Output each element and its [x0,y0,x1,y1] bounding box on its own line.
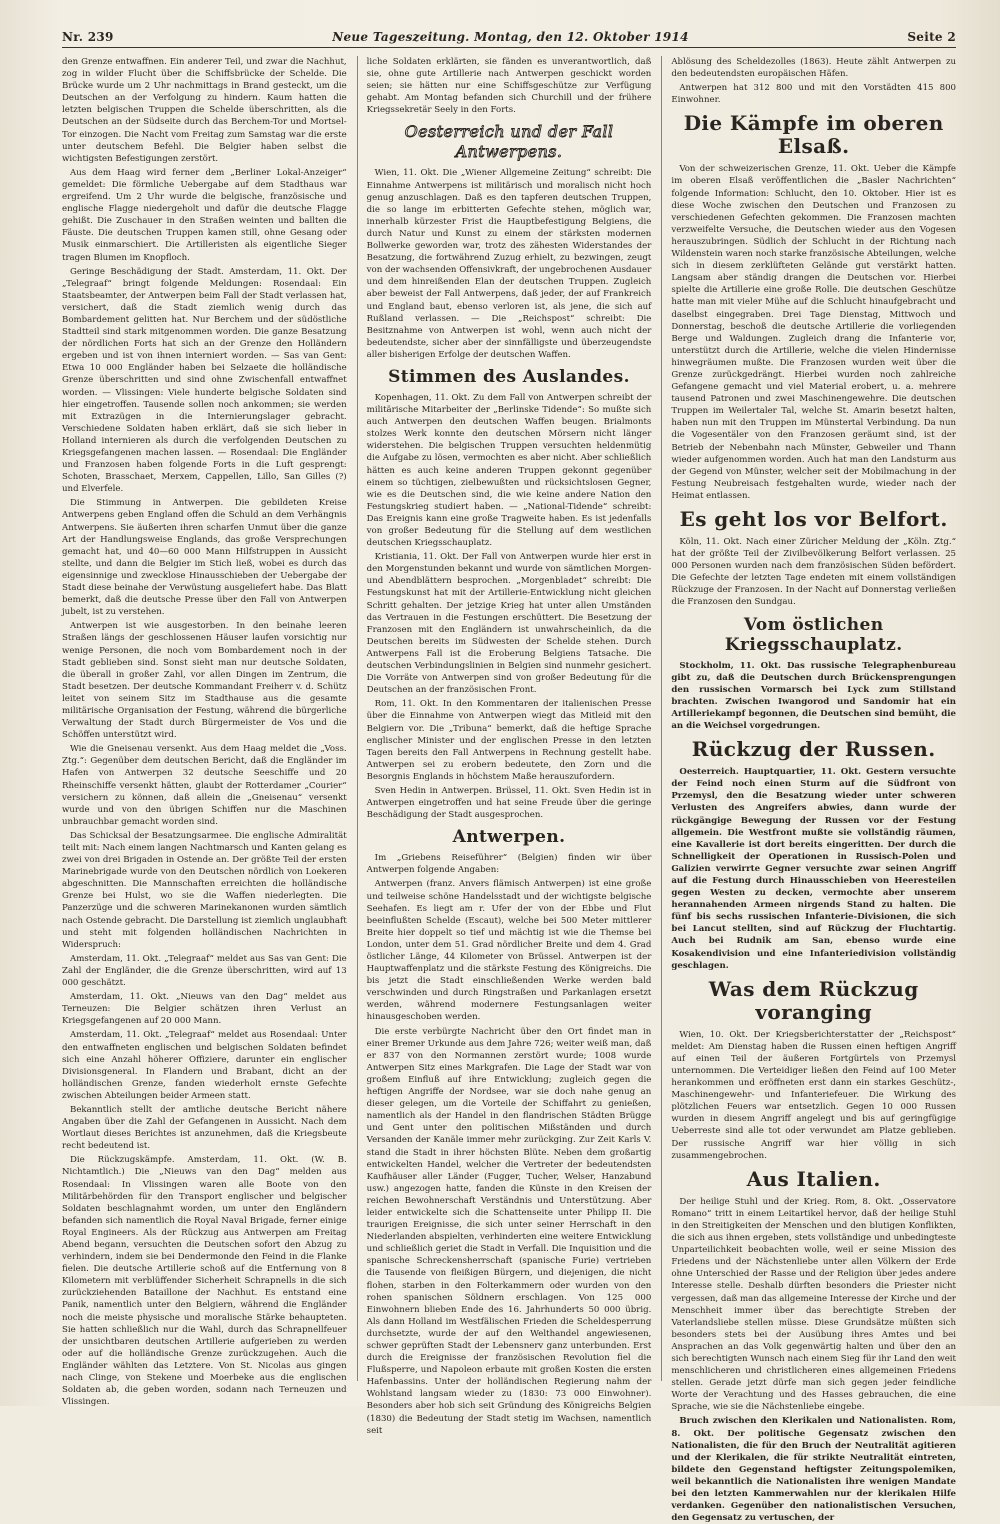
paragraph: Die Rückzugskämpfe. Amsterdam, 11. Okt. (W. B. Nichtamtlich.) Die „Nieuws van den Dag“ melden aus Rosendaal: In Vlissingen waren alle Boote von den Militärbehörden für den Transport englischer und belgischer Soldaten beschlagnahmt worden, um unter den Engländern befanden sich namentlich die Royal Naval Brigade, ferner einige Royal Engineers. Als der Rückzug aus Antwerpen am Freitag Abend begann, versuchten die Deutschen sofort den Abzug zu verhindern, indem sie bei Dendermonde den Feind in die Flanke fielen. Die deutsche Artillerie schoß auf die Entfernung von 8 Kilometern mit verblüffender Sicherheit Schrapnells in die sich zurückziehenden Bataillone der Nachhut. Es entstand eine Panik, namentlich unter den Belgiern, während die Engländer noch die meiste physische und moralische Stärke behaupteten. Sie hatten schließlich nur die Wahl, durch das Schrapnellfeuer der unsichtbaren deutschen Artillerie aufgerieben zu werden oder auf die holländische Grenze zurückzugehen. Auch die Engländer wählten das Letztere. Von St. Nicolas aus gingen nach Clinge, von Stekene und Moerbeke aus die englischen Soldaten ab, die geben worden, sodann nach Terneuzen und Vlissingen. [62,1155,347,1408]
paragraph: Kopenhagen, 11. Okt. Zu dem Fall von Antwerpen schreibt der militärische Mitarbeiter der „Berlinske Tidende“: So mußte sich auch Antwerpen den deutschen Waffen beugen. Brialmonts stolzes Werk konnte den deutschen Mörsern nicht länger widerstehen. Die belgischen Truppen versuchten heldenmütig die Aufgabe zu lösen, vermochten es aber nicht. Aber schließlich hätten es auch keine anderen Truppen gekonnt gegenüber einem so tüchtigen, zielbewußten und rücksichtslosen Gegner, wie es die Deutschen sind, die wie keine andere Nation den Festungskrieg studiert haben. — „National-Tidende“ schreibt: Das Ereignis kann eine große Tragweite haben. Es ist jedenfalls von großer Bedeutung für die Stellung auf dem westlichen deutschen Kriegsschauplatz. [366,392,652,549]
paragraph: liche Soldaten erklärten, sie fänden es unverantwortlich, daß sie, ohne gute Artillerie nach Antwerpen geschickt worden seien; sie hätten nur eine Schiffsgeschütze zur Verfügung gehabt. Am Montag befanden sich Churchill und der frühere Kriegssekretär Seely in den Forts. [366,57,652,116]
section-heading: Die Kämpfe im oberen Elsaß. [683,111,944,159]
paragraph: Wie die Gneisenau versenkt. Aus dem Haag meldet die „Voss. Ztg.“: Gegenüber dem deutschen Bericht, daß die Engländer im Hafen von Antwerpen 32 deutsche Seeschiffe und 20 Rheinschiffe versenkt hätten, glaubt der Rotterdamer „Courier“ versichern zu können, daß allein die „Gneisenau“ versenkt wurde und von den übrigen Schiffen nur die Maschinen unbrauchbar gemacht worden sind. [62,744,347,827]
paragraph: Sven Hedin in Antwerpen. Brüssel, 11. Okt. Sven Hedin ist in Antwerpen eingetroffen und hat seine Freude über die geringe Beschädigung der Stadt ausgesprochen. [366,785,652,821]
section-heading: Es geht los vor Belfort. [679,507,948,531]
section-heading: Was dem Rückzug voranging [708,976,919,1024]
paragraph: Die erste verbürgte Nachricht über den Ort findet man in einer Bremer Urkunde aus dem Jahre 726; weiter weiß man, daß er 837 von den Normannen zerstört wurde; 1008 wurde Antwerpen Sitz eines Markgrafen. Die Lage der Stadt war von großem Einfluß auf ihre Entwicklung; zugleich gegen die heftigen Angriffe der Nordsee, war sie doch nahe genug an dieser gelegen, um die Vorteile der Schiffahrt zu genießen, namentlich als der Handel in den flandrischen Städten Brügge und Gent unter den politischen Mißständen und durch Versanden der Kanäle immer mehr zurückging. Zur Zeit Karls V. stand die Stadt in ihrer höchsten Blüte. Neben dem großartig entwickelten Handel, welcher die Vertreter der bedeutendsten Kaufhäuser aller Länder (Fugger, Tucher, Welser, Hanzabund usw.) angezogen hatte, fanden die Künste in den Kreisen der reichen Bewohnerschaft Verständnis und Unterstützung. Aber leider entwickelte sich die Schattenseite unter Philipp II. Die traurigen Ereignisse, die sich unter seiner Herrschaft in den Niederlanden abspielten, verhinderten eine weitere Entwicklung und schließlich geriet die Stadt in Verfall. Die Inquisition und die spanische Schreckensherrschaft (spanische Furie) vertrieben die Tausende von fleißigen Bürgern, und diejenigen, die nicht flohen, starben in den Folterkammern oder wurden von den rohen spanischen Söldnern erschlagen. Von 125 000 Einwohnern blieben Ende des 16. Jahrhunderts 50 000 übrig. Als dann Holland im Westfälischen Frieden die Scheldesperrung durchsetzte, wurde der auf den Welthandel angewiesenen, schwer geprüften Stadt der Lebensnerv ganz unterbunden. Erst durch die Ereignisse der französischen Revolution fiel die Flußsperre, und Napoleon erbaute mit großen Kosten die ersten Hafenbassins. Unter der holländischen Regierung nahm der Wohlstand langsam wieder zu (1830: 73 000 Einwohner). Besonders aber hob sich seit Gründung des Königreichs Belgien (1830) die Bedeutung der Stadt stetig im Wachsen, namentlich seit [366,1026,652,1436]
paragraph: Amsterdam, 11. Okt. „Telegraaf“ meldet aus Sas van Gent: Die Zahl der Engländer, die die Grenze überschritten, wird auf 13 000 geschätzt. [62,953,347,989]
paragraph: Wien, 10. Okt. Der Kriegsberichterstatter der „Reichspost“ meldet: Am Dienstag haben die Russen einen heftigen Angriff auf einen Teil der äußeren Fortgürtels von Przemysl unternommen. Die Verteidiger ließen den Feind auf 100 Meter herankommen und eröffneten erst dann ein starkes Geschütz-, Maschinengewehr- und Infanteriefeuer. Die Wirkung des plötzlichen Feuers war entsetzlich. Gegen 10 000 Russen wurden in diesem Angriff angelegt und bis auf geringfügige Ueberreste sind alle tot oder verwundet am Platze geblieben. Der russische Angriff war hier völlig in sich zusammengebrochen. [671,1029,957,1161]
paragraph: Bruch zwischen den Klerikalen und Nationalisten. Rom, 8. Okt. Der politische Gegensatz zwischen den Nationalisten, die für den Bruch der Neutralität agitieren und der Klerikalen, die für strikte Neutralität eintreten, bildete den Gegenstand heftigster Zeitungspolemiken, weil bekanntlich die Nationalisten ihre wenigen Mandate bei den letzten Kammerwahlen nur der klerikalen Hilfe verdanken. Gegenüber den nationalistischen Versuchen, den Gegensatz zu vertuschen, der [671,1416,957,1524]
paragraph: Stockholm, 11. Okt. Das russische Telegraphenbureau gibt zu, daß die Deutschen durch Brückensprengungen den russischen Vormarsch bei Lyck zum Stillstand brachten. Zwischen Iwangorod und Sandomir hat ein Artilleriekampf begonnen, die Deutschen sind bemüht, die an die Weichsel vorgedrungen. [671,660,957,732]
paragraph: Die Stimmung in Antwerpen. Die gebildeten Kreise Antwerpens geben England offen die Schuld an dem Verhängnis Antwerpens. Sie äußerten ihren scharfen Unmut über die ganze Art der Handlungsweise Englands, das große Versprechungen gemacht hat, und 40—60 000 Mann Hilfstruppen in Aussicht stellte, und dann die Belgier im Stich ließ, wobei es durch das eigensinnige und zwecklose Hinausschieben der Uebergabe der Stadt diese beinahe der Verwüstung ausgeliefert habe. Das Blatt bemerkt, daß die deutsche Presse über den Fall von Antwerpen jubelt, ist zu verstehen. [62,498,347,618]
paragraph: Im „Griebens Reiseführer“ (Belgien) finden wir über Antwerpen folgende Angaben: [366,853,652,876]
paragraph: Aus dem Haag wird ferner dem „Berliner Lokal-Anzeiger“ gemeldet: Die förmliche Uebergabe auf dem Stadthaus war ergreifend. Um 2 Uhr wurde die belgische, französische und englische Flagge niedergeholt und dafür die deutsche Flagge gehißt. Die Zuschauer in den Straßen weinten und ballten die Fäuste. Die deutschen Truppen kamen still, ohne Gesang oder Musik einmarschiert. Die Artilleristen als eigentliche Sieger tragen Blumen im Knopfloch. [62,167,347,263]
paragraph: Der heilige Stuhl und der Krieg. Rom, 8. Okt. „Osservatore Romano“ tritt in einem Leitartikel hervor, daß der heilige Stuhl in den Streitigkeiten der Menschen und den blutigen Konflikten, die sich aus ihnen ergeben, stets vollständige und unbedingteste Unparteilichkeit beobachten wolle, weil er seine Mission des Friedens und der Nächstenliebe unter allen Völkern der Erde ohne Unterschied der Rasse und der Religion über jedes andere Interesse stelle. Deshalb dürften besonders die Priester nicht vergessen, daß man das allgemeine Interesse der Kirche und der Menschheit immer über das berechtigte Streben der Vaterlandsliebe stellen müsse. Diese Grundsätze müßten sich besonders stets bei der Ausübung ihres Amtes und bei Ansprachen an das Volk gegenwärtig halten und über den an sich berechtigten Wunsch nach einem Sieg für ihr Land den weit menschlicheren und christlicheren eines allgemeinen Friedens stellen. Gerade jetzt dürfe man sich gegen jeder feindliche Worte der Verachtung und des Hasses gebrauchen, die eine Sprache, wie sie die Nächstenliebe eingebe. [671,1196,957,1413]
paragraph: Wien, 11. Okt. Die „Wiener Allgemeine Zeitung“ schreibt: Die Einnahme Antwerpens ist militärisch und moralisch nicht hoch genug anzuschlagen. Daß es den tapferen deutschen Truppen, die so lange im erbitterten Gefechte stehen, möglich war, innerhalb kürzester Frist die Hauptbefestigung Belgiens, die durch Natur und Kunst zu einem der stärksten modernen Bollwerke geworden war, trotz des zähesten Widerstandes der Besatzung, die fortwährend Zuzug erhielt, zu bezwingen, zeugt von der wachsenden Offensivkraft, der ungebrochenen Ausdauer und dem hinreißenden Elan der deutschen Truppen. Zugleich aber beweist der Fall Antwerpens, daß jeder, der auf Frankreich und England baut, ebenso verloren ist, als jene, die sich auf Rußland verlassen. — Die „Reichspost“ schreibt: Die Besitznahme von Antwerpen ist wohl, wenn auch nicht der bedeutendste, sicher aber der sinnfälligste und überzeugendste aller bisherigen Erfolge der deutschen Waffen. [366,168,652,360]
paragraph: Rom, 11. Okt. In den Kommentaren der italienischen Presse über die Einnahme von Antwerpen wiegt das Mitleid mit den Belgiern vor. Die „Tribuna“ bemerkt, daß die heftige Sprache englischer Minister und der englischen Presse in den letzten Tagen bereits den Fall Antwerpens in Rechnung gestellt habe. Antwerpen sei zu erobern bedeutete, den Zorn und die Besorgnis Englands in höchstem Maße herauszufordern. [366,699,652,782]
issue-number: Nr. 239 [62,30,114,44]
paragraph: Amsterdam, 11. Okt. „Nieuws van den Dag“ meldet aus Terneuzen: Die Belgier schätzen ihren Verlust an Kriegsgefangenen auf 20 000 Mann. [62,992,347,1027]
section-heading: Vom östlichen Kriegsschauplatz. [724,614,903,655]
paragraph: Geringe Beschädigung der Stadt. Amsterdam, 11. Okt. Der „Telegraaf“ bringt folgende Meldungen: Rosendaal: Ein Staatsbeamter, der Antwerpen beim Fall der Stadt verlassen hat, versichert, daß die Stadt ziemlich wenig durch das Bombardement gelitten hat. Nur Berchem und der südöstliche Stadtteil sind stark mitgenommen worden. Die ganze Besatzung der nördlichen Forts hat sich an der Grenze den Holländern ergeben und ist von ihnen interniert worden. — Sas van Gent: Etwa 10 000 Engländer haben bei Selzaete die holländische Grenze überschritten und sind ohne Zwischenfall entwaffnet worden. — Vlissingen: Viele hunderte belgische Soldaten sind hier eingetroffen. Tausende sollen noch ankommen; sie werden mit Extrazügen in die Internierungslager gebracht. Verschiedene Soldaten haben erklärt, daß sie sich lieber in Holland internieren als durch die verfolgenden Deutschen zu Kriegsgefangenen machen lassen. — Rosendaal: Die Engländer und Franzosen haben folgende Forts in die Luft gesprengt: Schoten, Brasschaet, Merxem, Cappellen, Lillo, San Gilles (?) und Elverfele. [62,266,347,495]
paragraph: Amsterdam, 11. Okt. „Telegraaf“ meldet aus Rosendaal: Unter den entwaffneten englischen und belgischen Soldaten befindet sich eine Anzahl höherer Offiziere, darunter ein englischer Divisionsgeneral. In Flandern und Brabant, dicht an der holländischen Grenze, fanden wiederholt ernste Gefechte zwischen Abteilungen beider Armeen statt. [62,1030,347,1101]
paragraph: Von der schweizerischen Grenze, 11. Okt. Ueber die Kämpfe im oberen Elsaß veröffentlichen die „Basler Nachrichten“ folgende Information: Schlucht, den 10. Oktober. Hier ist es diese Woche zwischen den Deutschen und Franzosen zu verschiedenen Gefechten gekommen. Die Franzosen machten verzweifelte Versuche, die Deutschen wieder aus den Vogesen herauszubringen. Südlich der Schlucht in der Richtung nach Wildenstein waren noch starke französische Abteilungen, welche sich in diesem zerklüfteten Gelände gut verstärkt hatten. Langsam aber ständig drangen die Deutschen vor. Hierbei spielte die Artillerie eine große Rolle. Die deutschen Geschütze hatte man mit vieler Mühe auf die Schlucht hinaufgebracht und daselbst eingegraben. Drei Tage Dienstag, Mittwoch und Donnerstag, beschoß die deutsche Artillerie die vorliegenden Berge und Waldungen. Zugleich drang die Infanterie vor, unterstützt durch die Artillerie, welche die vielen Hindernisse hinwegräumen mußte. Die Franzosen wurden weit über die Grenze zurückgedrängt. Hierbei wurden noch zahlreiche Gefangene gemacht und viel Material erobert, u. a. mehrere tausend Patronen und zwei Maschinengewehre. Die deutschen Truppen im Weilertaler Tal, welche St. Amarin besetzt halten, haben nun mit den Truppen im Münstertal Verbindung. Da nun die Vogesentäler von den Franzosen geräumt sind, ist der Betrieb der Nebenbahn nach Münster, Gebweiler und Thann wieder aufgenommen worden. Auch hat man den Landsturm aus der Gegend von Münster, welcher seit der Mobilmachung in der Festung Neubreisach festgehalten wurde, wieder nach der Heimat entlassen. [671,164,957,501]
text-columns [62,56,957,1524]
column-2 [357,56,652,1436]
paragraph: Das Schicksal der Besatzungsarmee. Die englische Admiralität teilt mit: Nach einem langen Nachtmarsch und Kanten gelang es zwei von drei Brigaden in Ostende an. Der größte Teil der ersten Marinebrigade wurde von den Deutschen nördlich von Loekeren abgeschnitten. Die Mannschaften erreichten die holländische Grenze bei Hulst, wo sie die Waffen niederlegten. Die Panzerzüge und die schweren Marinekanonen wurden sämtlich nach Ostende gebracht. Die Darstellung ist ziemlich unglaubhaft und steht mit folgenden holländischen Nachrichten in Widerspruch: [62,830,347,950]
masthead [62,30,956,48]
paragraph: Köln, 11. Okt. Nach einer Züricher Meldung der „Köln. Ztg.“ hat der größte Teil der Zivilbevölkerung Belfort verlassen. 25 000 Personen wurden nach dem französischen Süden befördert. Die Gefechte der letzten Tage endeten mit einem vollständigen Rückzuge der Franzosen. In der Nacht auf Donnerstag verließen die Franzosen den Sundgau. [671,537,957,608]
section-heading: Stimmen des Auslandes. [388,366,630,387]
paragraph: den Grenze entwaffnen. Ein anderer Teil, und zwar die Nachhut, zog in wilder Flucht über die Schiffsbrücke der Schelde. Die Brücke wurde um 2 Uhr nachmittags in Brand gesteckt, um die Deutschen an der Verfolgung zu hindern. Kaum hatten die letzten belgischen Truppen die Schelde überschritten, als die Deutschen an der Südseite durch das Berchem-Tor und Mortsel-Tor einzogen. Die Nacht vom Freitag zum Samstag war die erste unter deutschem Befehl. Die Belgier haben selbst die wichtigsten Befestigungen zerstört. [62,57,347,164]
section-heading: Aus Italien. [746,1166,881,1191]
paragraph: Antwerpen hat 312 800 und mit den Vorstädten 415 800 Einwohner. [671,83,957,106]
section-heading: Antwerpen. [452,827,566,848]
section-heading: Oesterreich und der Fall Antwerpens. [404,122,614,162]
paragraph: Oesterreich. Hauptquartier, 11. Okt. Gestern versuchte der Feind noch einen Sturm auf die Südfront von Przemysl, den die Besatzung wieder unter schweren Verlusten des Angreifers abwies, dann wurde der rückgängige Bewegung der Russen vor der Festung allgemein. Die Westfront mußte sie vollständig räumen, eine Kavallerie ist dort bereits eingeritten. Der durch die Schnelligkeit der Operationen in Russisch-Polen und Galizien verwirrte Gegner versuchte zwar seinen Angriff auf die Festung durch Hinausschieben von Heeresteilen gegen Westen zu decken, vermochte aber unserem herannahenden Armeen nirgends Stand zu halten. Die fünf bis sechs russischen Infanterie-Divisionen, die sich bei Lancut stellten, sind auf Rückzug der Fluchtartig. Auch bei Rudnik am San, ebenso wurde eine Kosakendivision und eine Infanteriedivision vollständig geschlagen. [671,767,957,971]
page-number: Seite 2 [907,30,956,44]
section-heading: Rückzug der Russen. [691,737,936,762]
paragraph: Antwerpen (franz. Anvers flämisch Antwerpen) ist eine große und teilweise schöne Handelsstadt und der wichtigste belgische Seehafen. Es liegt am r. Ufer der von der Ebbe und Flut beeinflußten Schelde (Escaut), welche bei 500 Meter mittlerer Breite hier doppelt so tief und mächtig ist wie die Themse bei London, unter dem 51. Grad nördlicher Breite und dem 4. Grad östlicher Länge, 44 Kilometer von Brüssel. Antwerpen ist der Hauptwaffenplatz und die stärkste Festung des Königreichs. Die bis jetzt die Stadt einschließenden Werke werden bald verschwinden und durch Ringstraßen und Parkanlagen ersetzt werden, während modernere Festungsanlagen weiter hinausgeschoben werden. [366,879,652,1023]
paragraph: Ablösung des Scheldezolles (1863). Heute zählt Antwerpen zu den bedeutendsten europäischen Häfen. [671,57,957,80]
paragraph: Kristiania, 11. Okt. Der Fall von Antwerpen wurde hier erst in den Morgenstunden bekannt und wurde von sämtlichen Morgen- und Abendblättern besprochen. „Morgenbladet“ schreibt: Die Festungskunst hat mit der Artillerie-Entwicklung nicht gleichen Schritt gehalten. Der jetzige Krieg hat unter allen Umständen das Vertrauen in die Festungen erschüttert. Die Besetzung der Franzosen mit den Engländern ist unwahrscheinlich, da die Deutschen bereits im Südwesten der Schelde stehen. Durch Antwerpens Fall ist die Eroberung Belgiens Tatsache. Die deutschen Verbindungslinien in Belgien sind nunmehr gesichert. Die Vorräte von Antwerpen sind von großer Bedeutung für die Deutschen an der französischen Front. [366,552,652,696]
column-1 [62,56,347,1408]
paragraph: Antwerpen ist wie ausgestorben. In den beinahe leeren Straßen längs der geschlossenen Häuser laufen vorsichtig nur wenige Personen, die noch vom Bombardement noch in der Stadt geblieben sind. Sonst sieht man nur deutsche Soldaten, die überall in großer Zahl, vor allen Dingen im Zentrum, die Stadt besetzen. Der deutsche Kommandant Freiherr v. d. Schütz leitet von seinem Sitz im Stadthause aus die gesamte militärische Organisation der Festung, während die bürgerliche Verwaltung der Stadt durch Bürgermeister de Vos und die Schöffen unterstützt wird. [62,621,347,741]
newspaper-title-date: Neue Tageszeitung. Montag, den 12. Oktober 1914 [332,30,689,44]
paragraph: Bekanntlich stellt der amtliche deutsche Bericht nähere Angaben über die Zahl der Gefangenen in Aussicht. Nach dem Wortlaut dieses Berichtes ist anzunehmen, daß die Kriegsbeute recht bedeutend ist. [62,1104,347,1152]
column-3 [661,56,957,1524]
